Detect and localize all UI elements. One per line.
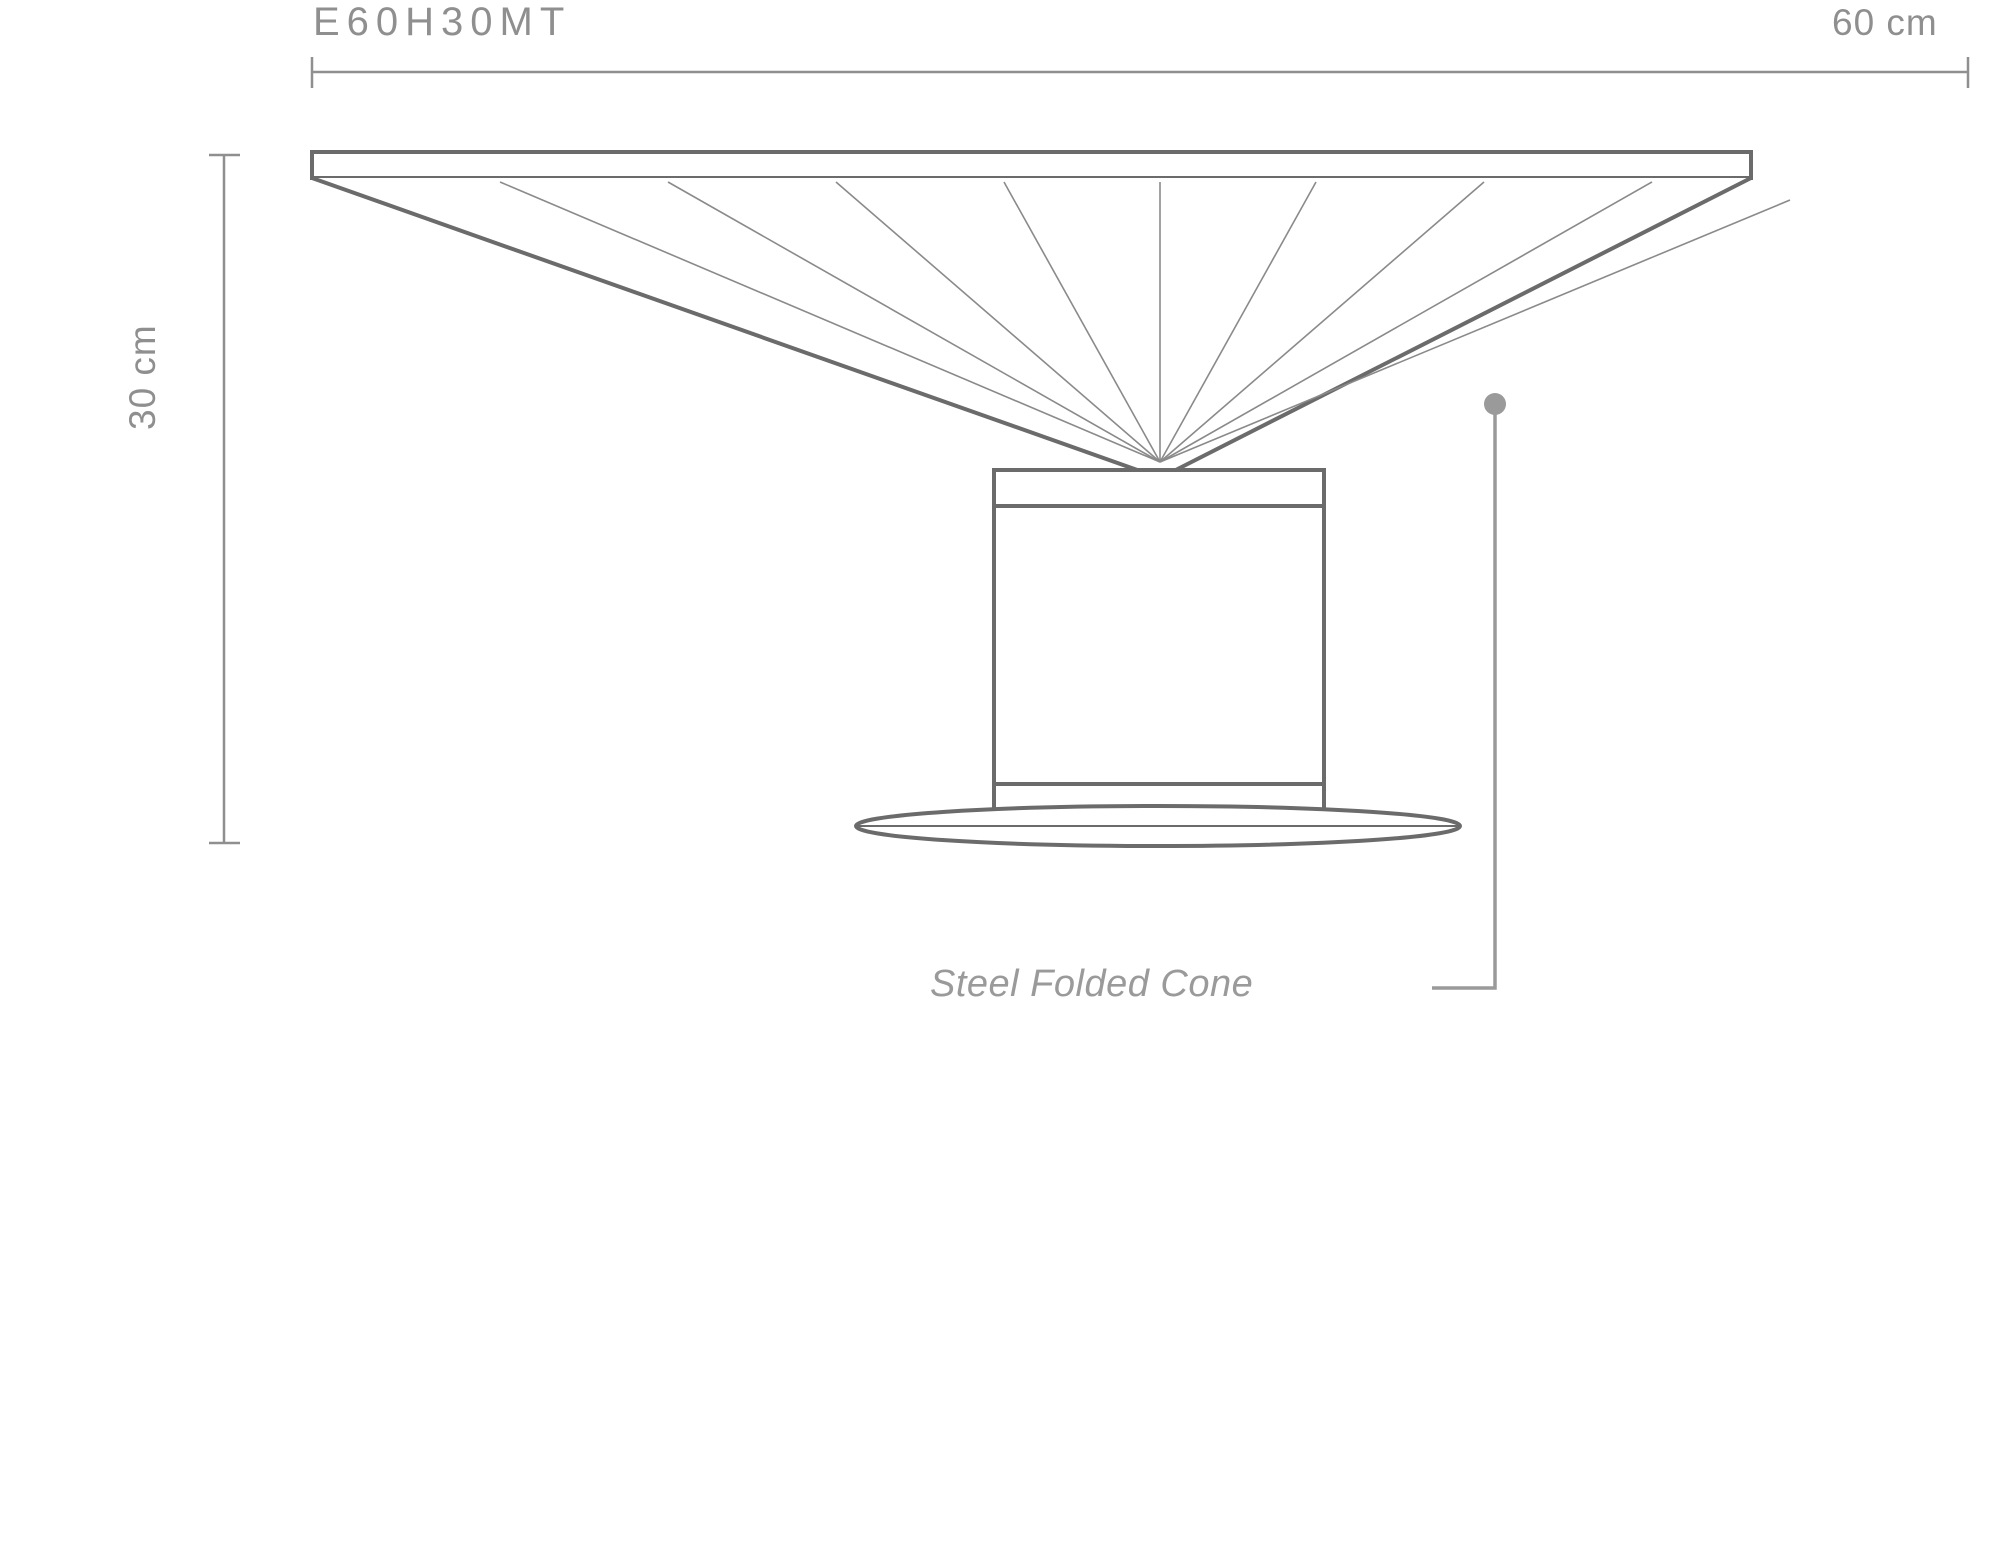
folded-cone-body: [312, 178, 1751, 478]
shade-top-plate: [312, 152, 1751, 178]
callout-leader: [1432, 393, 1506, 988]
width-dimension-label: 60 cm: [1832, 2, 1938, 43]
callout-text-label: Steel Folded Cone: [930, 963, 1254, 1005]
bottom-rim: [856, 806, 1460, 846]
height-dimension-line: [209, 155, 240, 843]
width-dimension-line: [312, 57, 1968, 88]
diffuser-cylinder: [994, 470, 1324, 812]
height-dimension-label: 30 cm: [122, 324, 163, 430]
model-code-label: E60H30MT: [313, 0, 572, 44]
